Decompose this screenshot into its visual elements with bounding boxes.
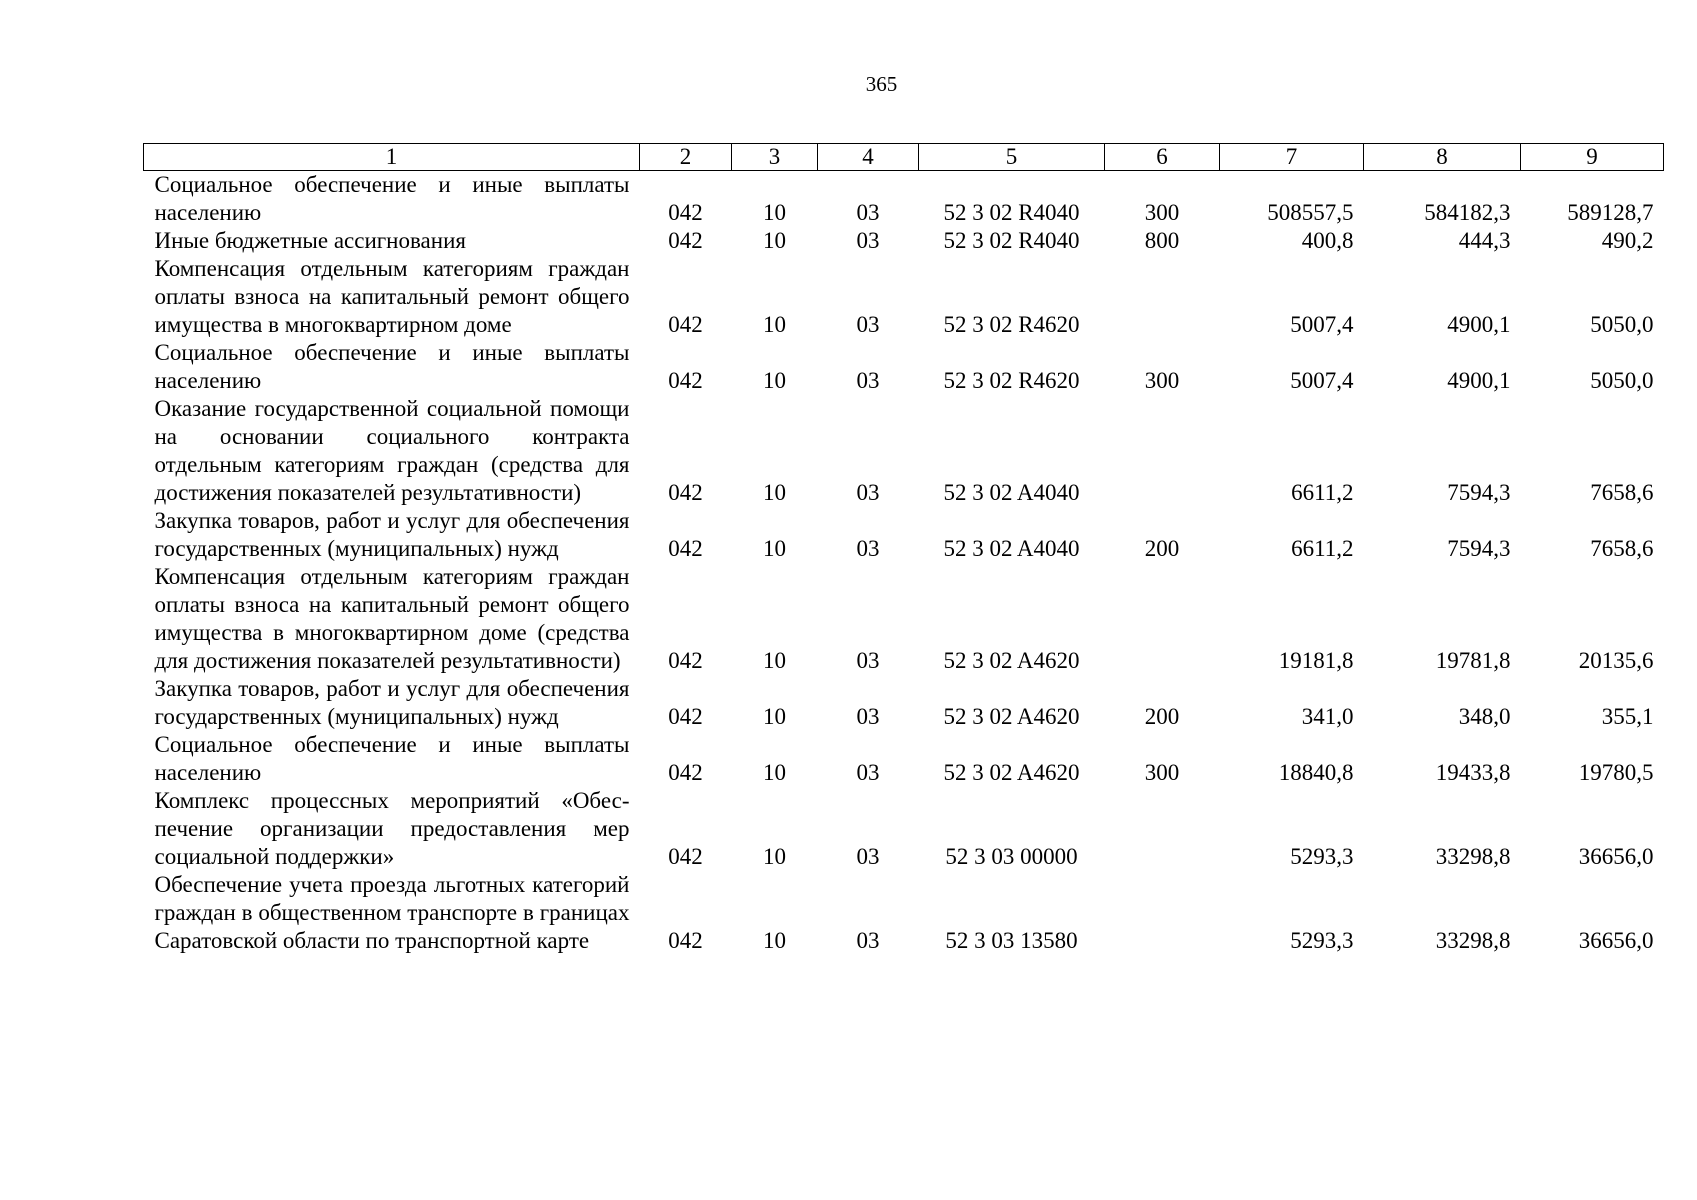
cell-subsection: 03 — [856, 844, 880, 869]
cell-amount-7: 6611,2 — [1291, 480, 1354, 505]
cell-section: 10 — [763, 844, 786, 869]
cell-section: 10 — [763, 368, 786, 393]
cell-amount-8: 19781,8 — [1435, 648, 1511, 673]
cell-expense-type: 200 — [1144, 536, 1180, 561]
cell-expense-type: 300 — [1144, 200, 1180, 225]
row-name: Комплекс процессных мероприятий «Обеспечение организации предоставления мер социальной поддержки» — [154, 788, 630, 869]
cell-amount-7: 5293,3 — [1290, 844, 1354, 869]
cell-amount-9: 7658,6 — [1590, 536, 1654, 561]
table-row — [144, 339, 1664, 395]
row-name: Компенсация отдельным категориям граждан оплаты взноса на капитальный ремонт общего имущества в многоквартирном доме — [154, 256, 630, 337]
row-name: Компенсация отдельным категориям граждан оплаты взноса на капитальный ремонт общего имущества в многоквартирном доме (средства для достижения показателей результативности) — [154, 564, 630, 673]
table-row — [144, 507, 1664, 563]
row-name: Социальное обеспечение и иные выплаты населению — [154, 172, 630, 225]
cell-code-2: 042 — [668, 480, 703, 505]
cell-amount-8: 4900,1 — [1447, 312, 1511, 337]
cell-subsection: 03 — [856, 368, 880, 393]
header-col-3: 3 — [732, 144, 818, 171]
row-name: Закупка товаров, работ и услуг для обеспечения государственных (муниципальных) нужд — [154, 676, 630, 729]
cell-code-2: 042 — [668, 704, 703, 729]
cell-amount-8: 4900,1 — [1447, 368, 1511, 393]
cell-amount-8: 584182,3 — [1424, 200, 1511, 225]
cell-section: 10 — [763, 480, 786, 505]
cell-amount-8: 19433,8 — [1435, 760, 1511, 785]
budget-table — [143, 143, 1664, 955]
row-name: Закупка товаров, работ и услуг для обеспечения государственных (муниципальных) нужд — [154, 508, 630, 561]
cell-amount-9: 36656,0 — [1578, 844, 1654, 869]
cell-subsection: 03 — [856, 928, 880, 953]
cell-amount-9: 20135,6 — [1578, 648, 1654, 673]
cell-subsection: 03 — [856, 760, 880, 785]
cell-target-article: 52 3 02 R4620 — [943, 312, 1080, 337]
cell-subsection: 03 — [856, 480, 880, 505]
cell-section: 10 — [763, 536, 786, 561]
cell-amount-7: 400,8 — [1301, 228, 1354, 253]
cell-code-2: 042 — [668, 648, 703, 673]
cell-section: 10 — [763, 928, 786, 953]
cell-amount-7: 5007,4 — [1290, 368, 1354, 393]
cell-section: 10 — [763, 760, 786, 785]
cell-target-article: 52 3 02 A4040 — [943, 480, 1080, 505]
table-row — [144, 255, 1664, 339]
cell-amount-9: 355,1 — [1601, 704, 1654, 729]
cell-subsection: 03 — [856, 228, 880, 253]
cell-amount-9: 36656,0 — [1578, 928, 1654, 953]
cell-amount-9: 589128,7 — [1567, 200, 1654, 225]
cell-section: 10 — [763, 312, 786, 337]
cell-expense-type — [1105, 395, 1220, 507]
cell-subsection: 03 — [856, 536, 880, 561]
cell-expense-type — [1105, 255, 1220, 339]
cell-amount-7: 341,0 — [1301, 704, 1354, 729]
cell-target-article: 52 3 02 A4040 — [943, 536, 1080, 561]
row-name: Социальное обеспечение и иные выплаты населению — [154, 340, 630, 393]
cell-code-2: 042 — [668, 760, 703, 785]
cell-amount-9: 5050,0 — [1590, 368, 1654, 393]
cell-amount-9: 19780,5 — [1578, 760, 1654, 785]
cell-expense-type: 300 — [1144, 760, 1180, 785]
cell-code-2: 042 — [668, 228, 703, 253]
cell-subsection: 03 — [856, 200, 880, 225]
cell-amount-9: 490,2 — [1601, 228, 1654, 253]
page-number: 365 — [865, 72, 898, 96]
row-name: Обеспечение учета проезда льготных категорий граждан в общественном транспорте в границах Саратовской области по транспортной карте — [154, 872, 630, 953]
cell-amount-8: 348,0 — [1458, 704, 1511, 729]
cell-target-article: 52 3 03 13580 — [945, 928, 1078, 953]
table-row — [144, 563, 1664, 675]
cell-amount-7: 5007,4 — [1290, 312, 1354, 337]
cell-code-2: 042 — [668, 368, 703, 393]
cell-amount-8: 33298,8 — [1435, 928, 1511, 953]
cell-expense-type: 200 — [1144, 704, 1180, 729]
cell-amount-7: 18840,8 — [1278, 760, 1354, 785]
cell-section: 10 — [763, 704, 786, 729]
cell-target-article: 52 3 02 R4620 — [943, 368, 1080, 393]
header-col-4: 4 — [818, 144, 919, 171]
table-row — [144, 675, 1664, 731]
cell-amount-8: 7594,3 — [1447, 536, 1511, 561]
header-row — [144, 144, 1664, 171]
table-row — [144, 871, 1664, 955]
cell-target-article: 52 3 02 A4620 — [943, 648, 1080, 673]
cell-amount-8: 444,3 — [1458, 228, 1511, 253]
header-col-8: 8 — [1364, 144, 1521, 171]
header-col-9: 9 — [1521, 144, 1664, 171]
cell-amount-7: 508557,5 — [1267, 200, 1354, 225]
table-body — [144, 171, 1664, 956]
cell-code-2: 042 — [668, 844, 703, 869]
header-col-1: 1 — [144, 144, 640, 171]
table-row — [144, 787, 1664, 871]
row-name: Социальное обеспечение и иные выплаты населению — [154, 732, 630, 785]
cell-subsection: 03 — [856, 648, 880, 673]
cell-target-article: 52 3 02 A4620 — [943, 704, 1080, 729]
cell-amount-7: 6611,2 — [1291, 536, 1354, 561]
header-col-6: 6 — [1105, 144, 1220, 171]
cell-amount-7: 19181,8 — [1278, 648, 1354, 673]
cell-section: 10 — [763, 648, 786, 673]
cell-target-article: 52 3 02 R4040 — [943, 228, 1080, 253]
cell-target-article: 52 3 02 A4620 — [943, 760, 1080, 785]
cell-amount-9: 7658,6 — [1590, 480, 1654, 505]
cell-section: 10 — [763, 200, 786, 225]
cell-expense-type — [1105, 563, 1220, 675]
cell-code-2: 042 — [668, 928, 703, 953]
cell-target-article: 52 3 03 00000 — [945, 844, 1078, 869]
row-name: Иные бюджетные ассигнования — [154, 228, 466, 253]
table-row — [144, 171, 1664, 228]
cell-code-2: 042 — [668, 312, 703, 337]
cell-expense-type — [1105, 871, 1220, 955]
cell-expense-type — [1105, 787, 1220, 871]
cell-code-2: 042 — [668, 200, 703, 225]
row-name: Оказание государственной социальной помощи на основании социального контракта отдельным категориям граждан (средства для достижения показателей результативности) — [154, 396, 630, 505]
cell-amount-9: 5050,0 — [1590, 312, 1654, 337]
cell-subsection: 03 — [856, 704, 880, 729]
cell-code-2: 042 — [668, 536, 703, 561]
table-header — [144, 144, 1664, 171]
header-col-7: 7 — [1220, 144, 1364, 171]
cell-expense-type: 800 — [1144, 228, 1180, 253]
table-row — [144, 395, 1664, 507]
table-row — [144, 731, 1664, 787]
cell-amount-8: 7594,3 — [1447, 480, 1511, 505]
cell-expense-type: 300 — [1144, 368, 1180, 393]
cell-amount-8: 33298,8 — [1435, 844, 1511, 869]
header-col-5: 5 — [919, 144, 1105, 171]
cell-target-article: 52 3 02 R4040 — [943, 200, 1080, 225]
cell-subsection: 03 — [856, 312, 880, 337]
cell-section: 10 — [763, 228, 786, 253]
table-row — [144, 227, 1664, 255]
cell-amount-7: 5293,3 — [1290, 928, 1354, 953]
header-col-2: 2 — [640, 144, 732, 171]
